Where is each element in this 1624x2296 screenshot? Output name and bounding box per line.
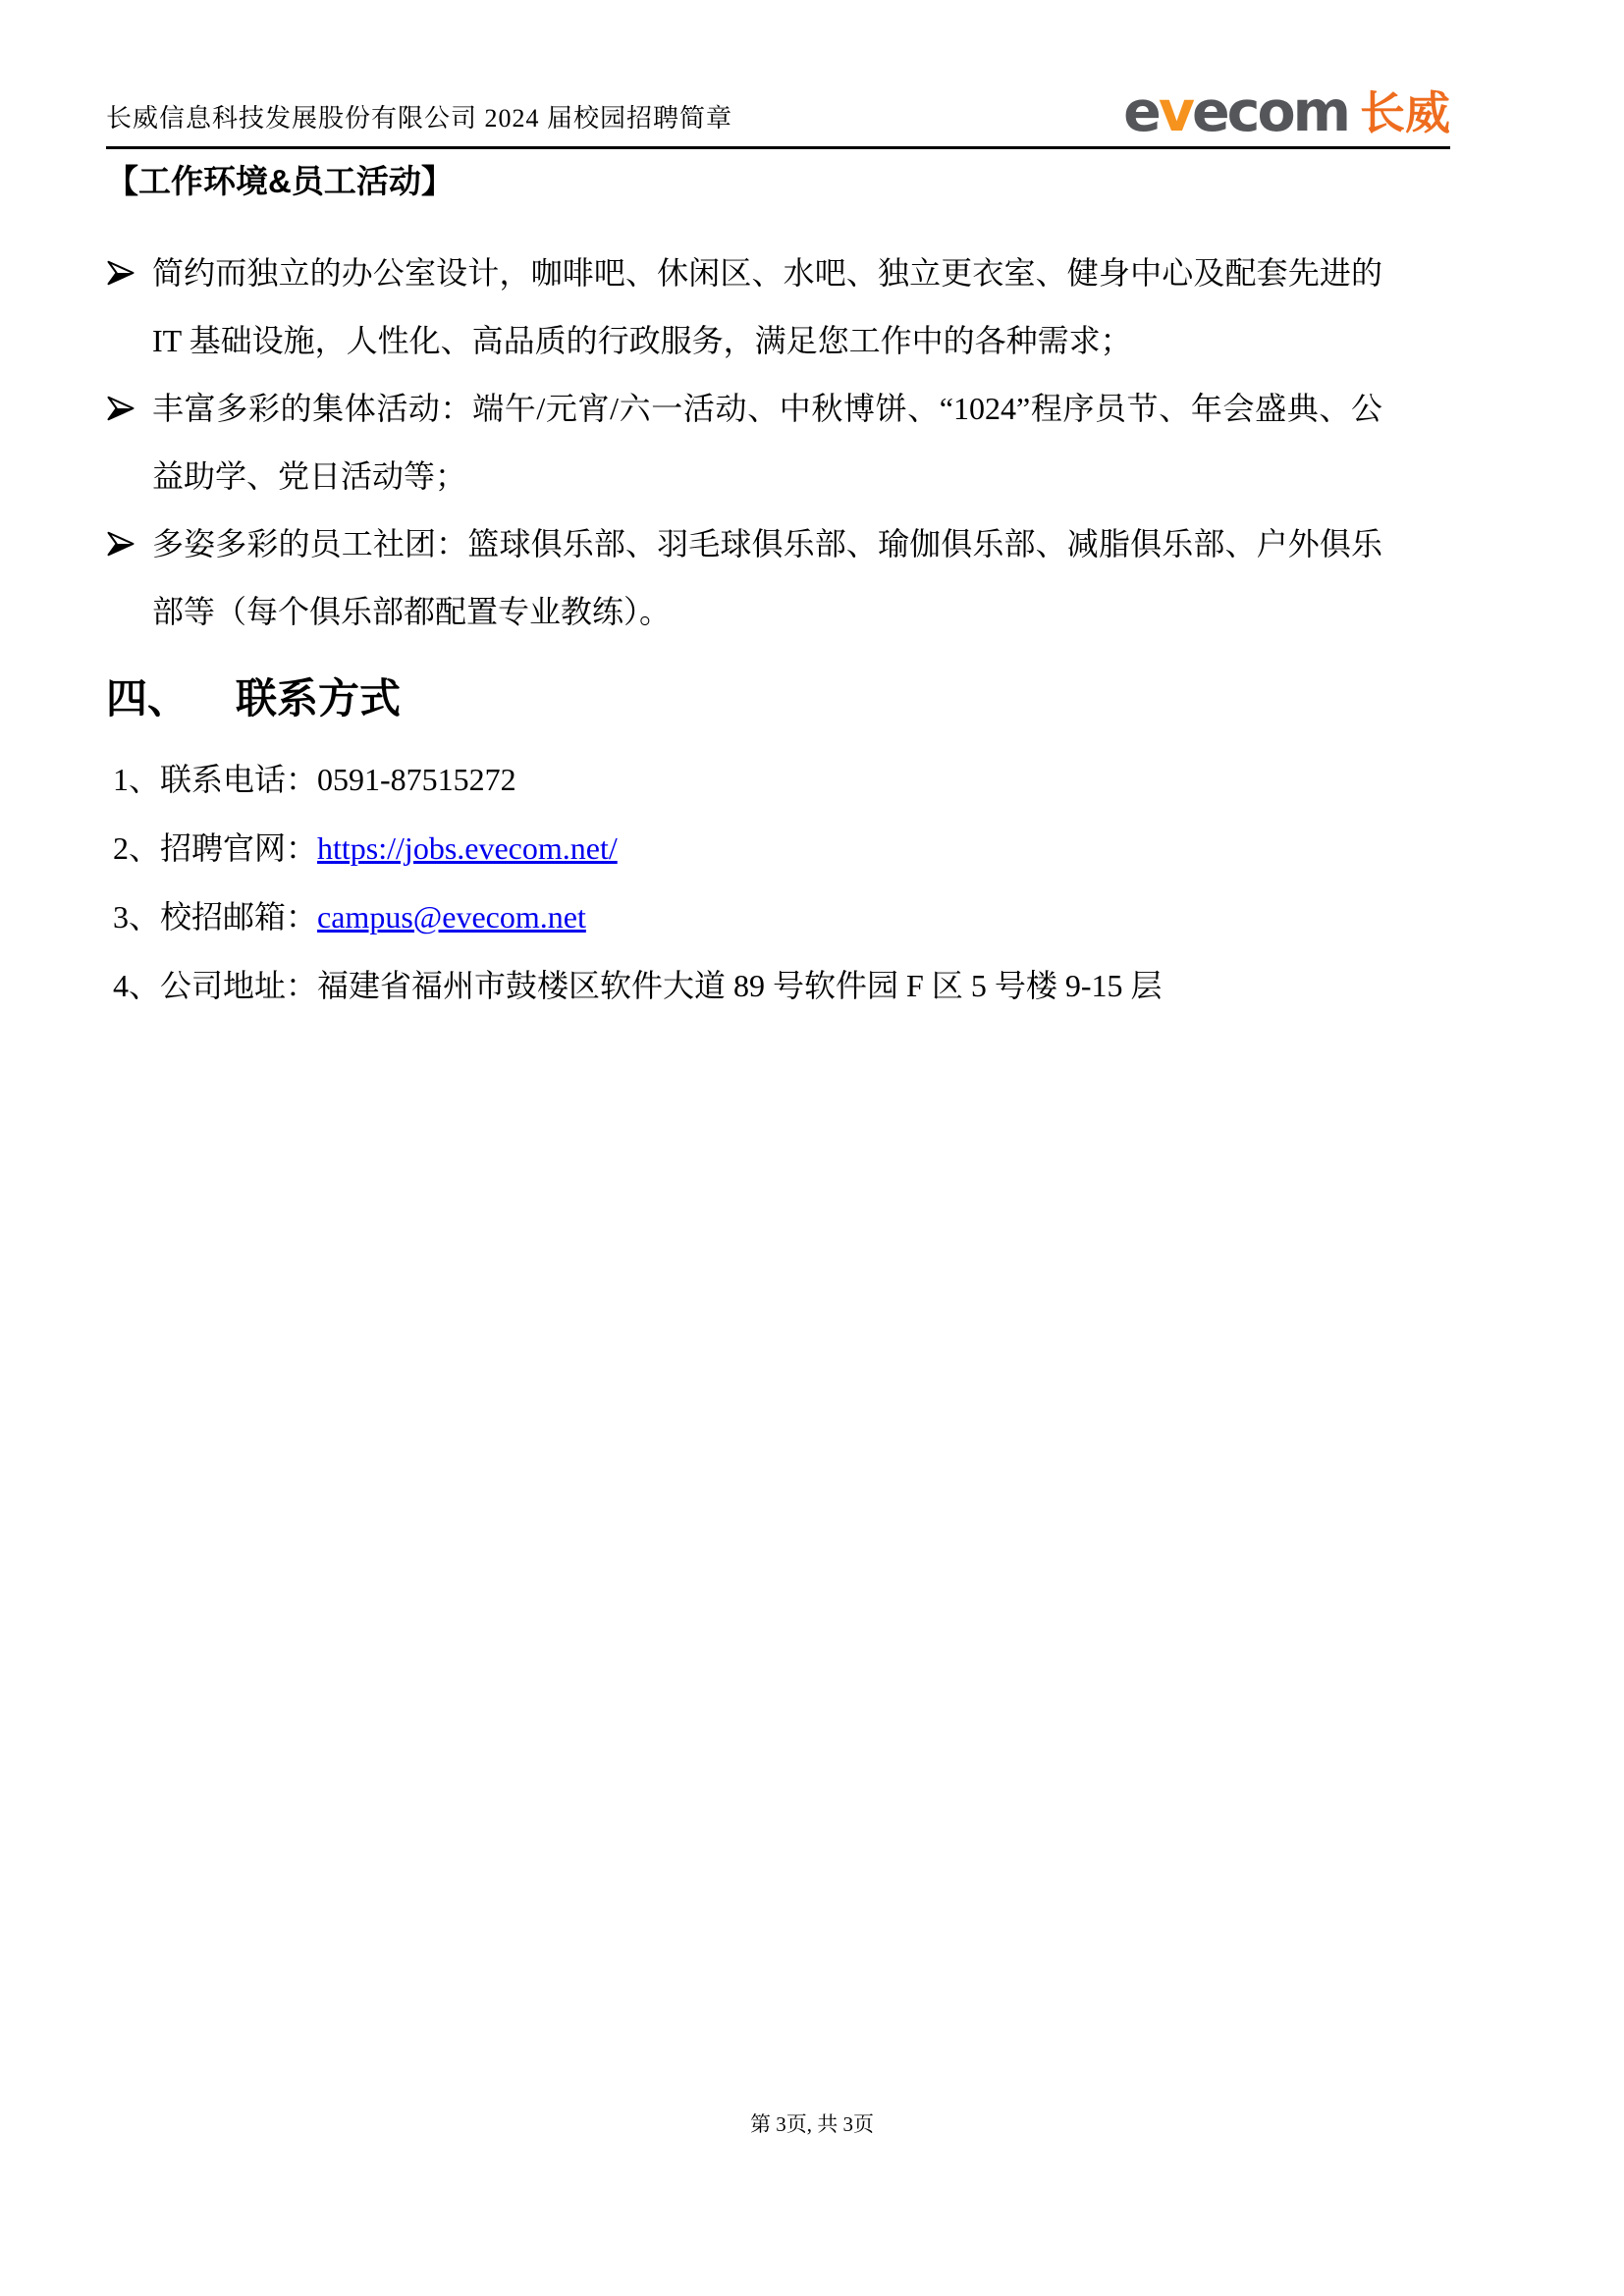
contact-item-website [113,827,1450,870]
contact-list [113,758,1450,1007]
logo-chinese-name: 长威 [1360,86,1450,139]
bullet-arrow-icon [106,394,135,423]
bullet-item [106,510,1382,646]
logo-letter-group: ecom [1192,80,1348,144]
contact-item-email [113,895,1450,938]
contact-value-address: 福建省福州市鼓楼区软件大道 89 号软件园 F 区 5 号楼 9-15 层 [317,968,1163,1003]
bullet-text: 简约而独立的办公室设计，咖啡吧、休闲区、水吧、独立更衣室、健身中心及配套先进的 IT 基础设施，人性化、高品质的行政服务，满足您工作中的各种需求； [152,255,1382,358]
campus-email-link[interactable]: campus@evecom.net [317,899,586,934]
page-content [106,0,1450,1033]
logo-letter-group: e [1123,80,1159,144]
logo-letter-v-orange: v [1158,80,1192,144]
contact-label: 4、公司地址： [113,968,318,1003]
contact-item-address [113,964,1450,1007]
contact-section-heading [106,671,1450,726]
contact-label: 1、联系电话： [113,762,318,797]
logo-wordmark-evecom [1123,80,1348,144]
page-footer [0,2109,1624,2138]
bullet-text: 丰富多彩的集体活动：端午/元宵/六一活动、中秋博饼、“1024”程序员节、年会盛典、公益助学、党日活动等； [152,391,1382,494]
work-section-title: 【工作环境&员工活动】 [106,163,454,199]
bullet-item [106,375,1382,510]
page-number: 第 3页, 共 3页 [750,2112,874,2136]
contact-item-phone [113,758,1450,801]
company-logo [1123,80,1450,144]
bullet-arrow-icon [106,258,135,288]
contact-heading-title: 联系方式 [236,675,402,721]
contact-label: 3、校招邮箱： [113,899,318,934]
bullet-text: 多姿多彩的员工社团：篮球俱乐部、羽毛球俱乐部、瑜伽俱乐部、减脂俱乐部、户外俱乐部等（每个俱乐部都配置专业教练）。 [152,526,1382,629]
header-title: 长威信息科技发展股份有限公司 2024 届校园招聘简章 [106,104,733,133]
contact-label: 2、招聘官网： [113,830,318,866]
contact-heading-number: 四、 [106,675,189,721]
bullet-list [106,240,1382,646]
bullet-arrow-icon [106,529,135,559]
bullet-item [106,240,1382,375]
page-header [106,79,1450,144]
recruitment-website-link[interactable]: https://jobs.evecom.net/ [317,830,618,866]
header-divider [106,146,1450,149]
contact-value-phone: 0591-87515272 [317,762,516,797]
